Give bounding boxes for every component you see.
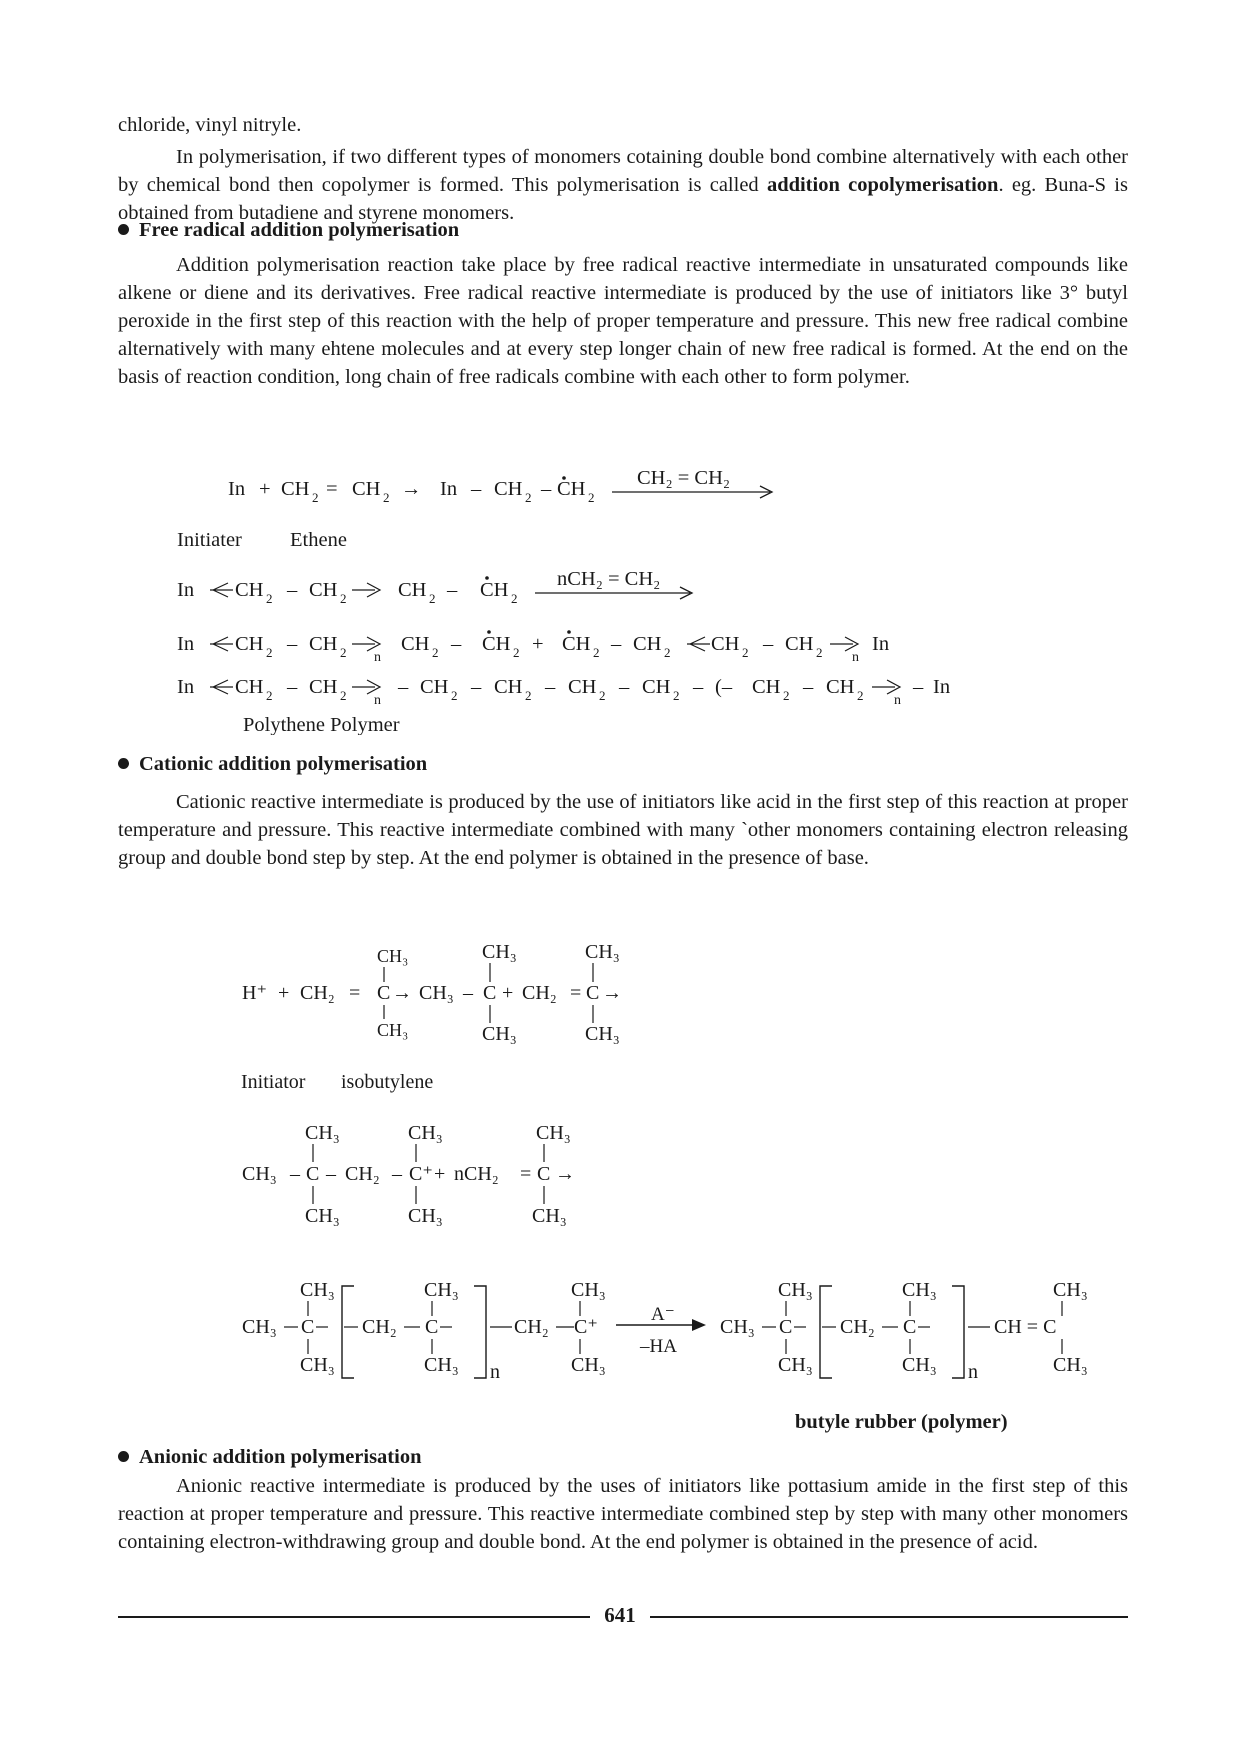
svg-text:CH₂: CH₂ [362, 1316, 397, 1338]
bullet-icon [118, 224, 129, 235]
svg-text:CH₃: CH₃ [1053, 1279, 1088, 1301]
svg-text:–: – [463, 982, 473, 1004]
svg-text:=: = [520, 1163, 532, 1185]
svg-text:+: + [434, 1163, 446, 1185]
svg-text:n: n [374, 650, 381, 665]
svg-text:–: – [693, 676, 704, 698]
svg-text:CH₃: CH₃ [482, 941, 517, 963]
svg-text:2: 2 [312, 490, 319, 505]
svg-text:CH₃: CH₃ [571, 1279, 606, 1301]
svg-text:2: 2 [383, 490, 390, 505]
svg-text:In: In [177, 579, 195, 601]
svg-text:=: = [326, 478, 338, 500]
svg-text:nCH₂: nCH₂ [454, 1163, 499, 1185]
svg-text:2: 2 [451, 688, 458, 703]
svg-text:–: – [611, 633, 622, 655]
label-polythene: Polythene Polymer [243, 714, 400, 735]
eq-line-chain-growth [177, 630, 889, 665]
svg-text:CH: CH [352, 478, 381, 500]
svg-text:–: – [541, 478, 552, 500]
svg-text:C: C [425, 1316, 439, 1338]
label-ethene: Ethene [290, 529, 347, 551]
svg-text:–: – [619, 676, 630, 698]
svg-text:2: 2 [783, 688, 790, 703]
svg-text:2: 2 [513, 645, 520, 660]
svg-text:CH: CH [235, 676, 264, 698]
svg-text:2: 2 [525, 688, 532, 703]
svg-text:CH₃: CH₃ [424, 1279, 459, 1301]
svg-text:2: 2 [588, 490, 595, 505]
svg-text:C: C [586, 982, 600, 1004]
eq-line-termination [177, 676, 950, 708]
svg-text:CH₂: CH₂ [840, 1316, 875, 1338]
svg-text:CH₃: CH₃ [408, 1122, 443, 1144]
svg-text:–: – [290, 1163, 300, 1185]
svg-text:CH₂: CH₂ [345, 1163, 380, 1185]
svg-text:–: – [471, 676, 482, 698]
svg-text:CH₂: CH₂ [300, 982, 335, 1004]
footer-rule-right [650, 1616, 1128, 1618]
svg-text:C: C [537, 1163, 551, 1185]
svg-text:CH: CH [398, 579, 427, 601]
svg-text:+: + [259, 478, 271, 500]
svg-text:CH: CH [752, 676, 781, 698]
page-number: 641 [604, 1603, 636, 1627]
svg-text:–: – [287, 633, 298, 655]
svg-text:In: In [177, 676, 195, 698]
svg-text:CH: CH [480, 579, 509, 601]
copolymer-text: In polymerisation, if two different types of monomers cotaining double bond combine alternatively with each other by chemical bond then copolymer is formed. This polymerisation is called [118, 146, 1128, 196]
svg-text:CH: CH [633, 633, 662, 655]
svg-text:CH₃: CH₃ [242, 1163, 277, 1185]
svg-text:CH₃: CH₃ [300, 1279, 335, 1301]
svg-text:–: – [451, 633, 462, 655]
svg-text:CH₃: CH₃ [377, 946, 409, 966]
label-initiator: Initiator [241, 1071, 306, 1093]
paragraph-copolymerisation [118, 143, 1128, 227]
svg-text:2: 2 [340, 645, 347, 660]
bullet-icon [118, 758, 129, 769]
svg-text:–: – [392, 1163, 402, 1185]
svg-text:C: C [377, 982, 391, 1004]
eq-in: In [228, 478, 246, 500]
paragraph-free-radical: Addition polymerisation reaction take place by free radical reactive intermediate in unsaturated compounds like alkene or diene and its derivatives. Free radical reactive intermediate is produced by the use of initiators like 3° butyl peroxide in the first step of this reaction with the help of proper temperature and pressure. This new free radical combine alternatively with many ehtene molecules and at every step longer chain of new free radical is formed. At the end on the basis of reaction condition, long chain of free radicals combine with each other to form polymer. [118, 254, 1128, 388]
svg-text:CH: CH [562, 633, 591, 655]
svg-text:n: n [852, 650, 859, 665]
svg-text:–: – [913, 676, 924, 698]
svg-text:2: 2 [599, 688, 606, 703]
eq-cationic-propagation [242, 1122, 575, 1227]
svg-text:CH₃: CH₃ [419, 982, 454, 1004]
svg-text:C: C [306, 1163, 320, 1185]
svg-text:CH₃: CH₃ [482, 1023, 517, 1045]
heading-free-radical: Free radical addition polymerisation [118, 216, 459, 244]
svg-text:2: 2 [429, 591, 436, 606]
svg-text:CH: CH [235, 579, 264, 601]
svg-text:CH: CH [494, 676, 523, 698]
svg-text:–: – [545, 676, 556, 698]
svg-text:–: – [326, 1163, 336, 1185]
svg-text:CH₃: CH₃ [305, 1205, 340, 1227]
svg-text:2: 2 [816, 645, 823, 660]
svg-text:A⁻: A⁻ [651, 1304, 675, 1325]
label-isobutylene: isobutylene [341, 1071, 434, 1093]
svg-text:CH: CH [711, 633, 740, 655]
paragraph-cationic: Cationic reactive intermediate is produced by the use of initiators like acid in the first step of this reaction at proper temperature and pressure. This reactive intermediate combined with many `other monomers containing electron releasing group and double bond step by step. At the end polymer is obtained in the presence of base. [118, 791, 1128, 869]
svg-text:+: + [502, 982, 514, 1004]
svg-text:CH: CH [401, 633, 430, 655]
bullet-icon [118, 1451, 129, 1462]
svg-text:H⁺: H⁺ [242, 982, 267, 1004]
svg-text:–: – [287, 579, 298, 601]
svg-text:2: 2 [340, 688, 347, 703]
svg-text:+: + [278, 982, 290, 1004]
svg-text:C: C [903, 1316, 917, 1338]
copolymer-term: addition copolymerisation [766, 174, 999, 196]
svg-text:–: – [803, 676, 814, 698]
svg-text:CH₃: CH₃ [532, 1205, 567, 1227]
svg-text:CH₃: CH₃ [720, 1316, 755, 1338]
svg-text:2: 2 [340, 591, 347, 606]
svg-text:CH: CH [309, 633, 338, 655]
svg-text:In: In [440, 478, 458, 500]
svg-text:CH₂: CH₂ [514, 1316, 549, 1338]
svg-text:2: 2 [266, 591, 273, 606]
svg-text:CH₃: CH₃ [242, 1316, 277, 1338]
svg-text:CH: CH [235, 633, 264, 655]
svg-text:2: 2 [742, 645, 749, 660]
eq-line-propagation [177, 568, 692, 606]
svg-text:2: 2 [593, 645, 600, 660]
svg-text:–: – [763, 633, 774, 655]
svg-text:C⁺: C⁺ [409, 1163, 433, 1185]
svg-text:CH₃: CH₃ [424, 1354, 459, 1376]
svg-text:C: C [483, 982, 497, 1004]
footer-rule-left [118, 1616, 590, 1618]
arrow-label-n-ethene: nCH₂ = CH₂ [557, 568, 661, 590]
svg-text:2: 2 [525, 490, 532, 505]
svg-text:CH₃: CH₃ [305, 1122, 340, 1144]
svg-text:CH: CH [494, 478, 523, 500]
svg-text:2: 2 [664, 645, 671, 660]
svg-text:CH: CH [557, 478, 586, 500]
svg-text:CH₃: CH₃ [585, 1023, 620, 1045]
svg-text:(–: (– [715, 676, 733, 698]
svg-text:CH₃: CH₃ [408, 1205, 443, 1227]
svg-text:→: → [401, 478, 422, 500]
svg-text:2: 2 [266, 688, 273, 703]
svg-text:CH₃: CH₃ [902, 1354, 937, 1376]
svg-text:CH₃: CH₃ [778, 1279, 813, 1301]
eq-cationic-termination [242, 1279, 1088, 1383]
svg-text:In: In [872, 633, 890, 655]
heading-cationic: Cationic addition polymerisation [118, 750, 427, 778]
svg-text:CH: CH [420, 676, 449, 698]
svg-text:→: → [602, 982, 622, 1004]
svg-text:+: + [532, 633, 544, 655]
svg-text:CH: CH [826, 676, 855, 698]
svg-text:–: – [471, 478, 482, 500]
svg-text:2: 2 [511, 591, 518, 606]
svg-text:CH: CH [309, 676, 338, 698]
svg-text:CH₃: CH₃ [585, 941, 620, 963]
svg-text:2: 2 [432, 645, 439, 660]
svg-text:–: – [287, 676, 298, 698]
cationic-equations [0, 920, 1240, 1480]
svg-text:CH₃: CH₃ [300, 1354, 335, 1376]
svg-text:In: In [933, 676, 951, 698]
svg-text:C: C [301, 1316, 315, 1338]
svg-text:CH₃: CH₃ [377, 1020, 409, 1040]
svg-text:–: – [398, 676, 409, 698]
svg-text:CH = C: CH = C [994, 1316, 1057, 1338]
svg-text:CH₃: CH₃ [1053, 1354, 1088, 1376]
svg-text:CH₃: CH₃ [902, 1279, 937, 1301]
svg-text:n: n [374, 693, 381, 708]
svg-text:n: n [968, 1361, 978, 1383]
free-radical-equations [0, 405, 1240, 735]
eq-cationic-initiation [242, 941, 622, 1045]
svg-text:CH: CH [482, 633, 511, 655]
label-butyle-rubber: butyle rubber (polymer) [795, 1411, 1008, 1433]
svg-text:CH: CH [568, 676, 597, 698]
svg-text:=: = [349, 982, 361, 1004]
eq-line-initiation [228, 467, 772, 505]
svg-text:–: – [447, 579, 458, 601]
svg-text:CH: CH [309, 579, 338, 601]
heading-anionic: Anionic addition polymerisation [118, 1443, 422, 1471]
label-initiater: Initiater [177, 529, 242, 551]
paragraph-intro: chloride, vinyl nitryle. [118, 114, 302, 136]
svg-text:CH: CH [642, 676, 671, 698]
svg-text:→: → [555, 1163, 575, 1185]
svg-text:CH₃: CH₃ [536, 1122, 571, 1144]
svg-text:n: n [894, 693, 901, 708]
svg-text:n: n [490, 1361, 500, 1383]
svg-text:In: In [177, 633, 195, 655]
svg-text:C: C [779, 1316, 793, 1338]
copolymer-example: . eg. Buna-S is obtained from butadiene and styrene monomers. [118, 174, 1128, 224]
svg-text:–HA: –HA [640, 1336, 677, 1357]
paragraph-anionic: Anionic reactive intermediate is produced by the uses of initiators like pottasium amide in the first step of this reaction at proper temperature and pressure. This reactive intermediate combined step by step with many other monomers containing electron-withdrawing group and double bond. At the end polymer is obtained in the presence of acid. [118, 1475, 1128, 1553]
svg-text:=: = [570, 982, 582, 1004]
svg-text:2: 2 [266, 645, 273, 660]
svg-text:CH: CH [785, 633, 814, 655]
svg-text:C⁺: C⁺ [574, 1316, 598, 1338]
svg-text:CH: CH [281, 478, 310, 500]
svg-text:→: → [392, 982, 412, 1004]
svg-text:CH₃: CH₃ [778, 1354, 813, 1376]
arrow-label-ethene: CH₂ = CH₂ [637, 467, 731, 489]
svg-text:2: 2 [857, 688, 864, 703]
svg-text:CH₂: CH₂ [522, 982, 557, 1004]
svg-text:2: 2 [673, 688, 680, 703]
svg-text:CH₃: CH₃ [571, 1354, 606, 1376]
